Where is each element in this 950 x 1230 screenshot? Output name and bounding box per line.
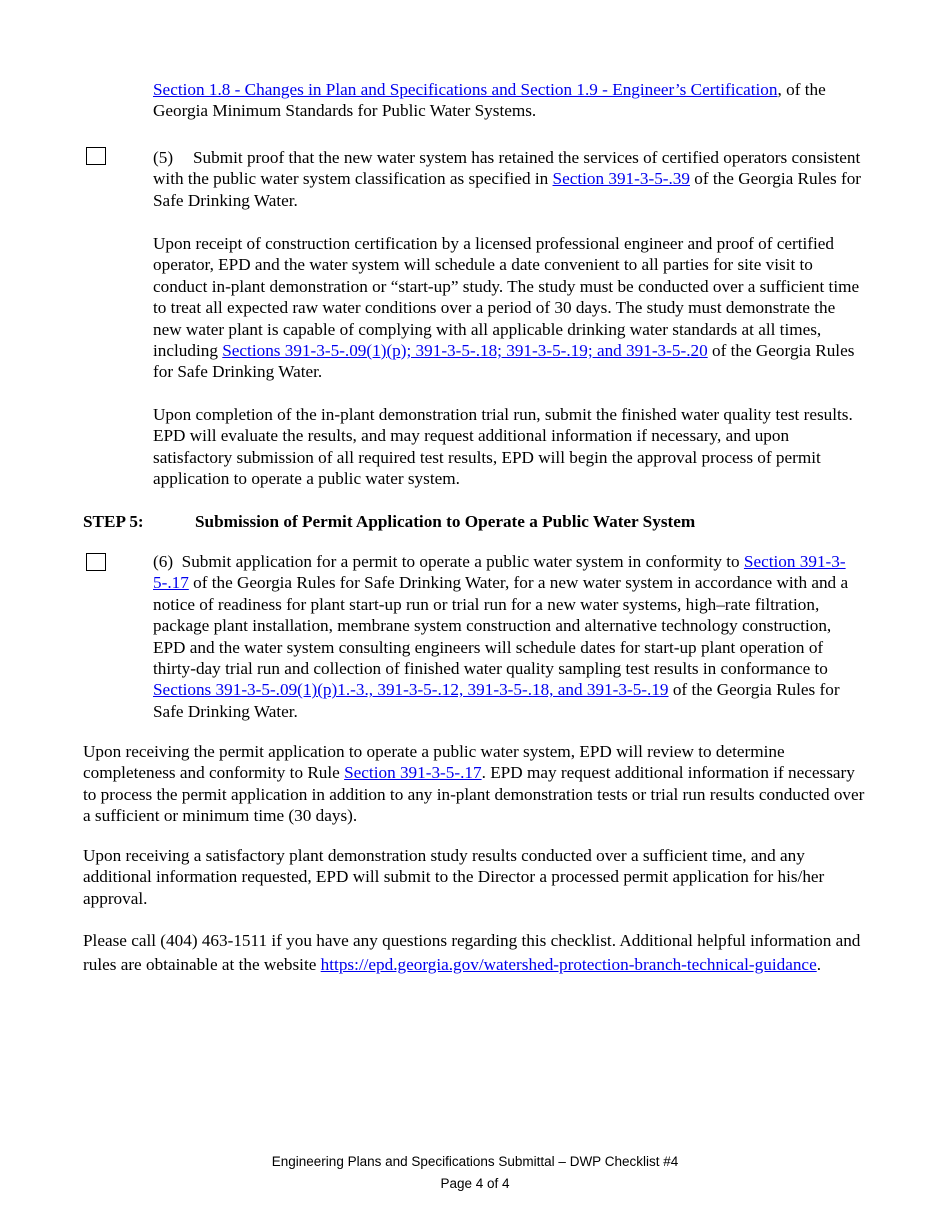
page-number: Page 4 of 4 xyxy=(440,1176,510,1191)
section-391-3-5-17-link[interactable]: Section 391-3-5-.17 xyxy=(153,552,846,593)
sections-391-3-5-09-12-18-19-link[interactable]: Sections 391-3-5-.09(1)(p)1.-3., 391-3-5-.12, 391-3-5-.18, and 391-3-5-.19 xyxy=(153,680,669,700)
satisfactory-paragraph: Upon receiving a satisfactory plant demonstration study results conducted over a sufficient time, and any additional information requested, EPD will submit to the Director a processed permit application for his/her approval. xyxy=(83,846,825,908)
step-5-title: Submission of Permit Application to Operate a Public Water System xyxy=(195,512,696,531)
item-5-text: (5) Submit proof that the new water system has retained the services of certified operators consistent with the public water system classification as specified in Section 391-3-5-.39 of the Georgia Rules for Safe Drinking Water. xyxy=(153,148,862,210)
completion-paragraph: Upon completion of the in-plant demonstration trial run, submit the finished water quality test results. EPD will evaluate the results, and may request additional information if necessary, and upon satisfactory submission of all required test results, EPD will begin the approval process of permit application to operate a public water system. xyxy=(153,405,853,489)
rule-section-391-3-5-17-link[interactable]: Section 391-3-5-.17 xyxy=(344,763,482,783)
sections-391-3-5-09-18-19-20-link[interactable]: Sections 391-3-5-.09(1)(p); 391-3-5-.18; 391-3-5-.19; and 391-3-5-.20 xyxy=(222,341,708,361)
receipt-paragraph: Upon receipt of construction certification by a licensed professional engineer and proof of certified operator, EPD and the water system will schedule a date convenient to all parties for site visit to conduct in-plant demonstration or “start-up” study. The study must be conducted over a sufficient time to treat all expected raw water conditions over a period of 30 days. The study must demonstrate the new water plant is capable of complying with all applicable drinking water standards at all times, including Sections 391-3-5-.09(1)(p); 391-3-5-.18; 391-3-5-.19; and 391-3-5-.20 of the Georgia Rules for Safe Drinking Water. xyxy=(153,234,860,382)
section-391-3-5-39-link[interactable]: Section 391-3-5-.39 xyxy=(552,169,690,189)
item-5-checkbox[interactable] xyxy=(86,147,106,165)
receiving-paragraph: Upon receiving the permit application to operate a public water system, EPD will review to determine completeness and conformity to Rule Section 391-3-5-.17. EPD may request additional information if necessary to process the permit application in addition to any in-plant demonstration tests or trial run results conducted over a sufficient or minimum time (30 days). xyxy=(83,742,865,826)
footer-title: Engineering Plans and Specifications Submittal – DWP Checklist #4 xyxy=(271,1154,679,1169)
section-1-8-1-9-link[interactable]: Section 1.8 - Changes in Plan and Specifications and Section 1.9 - Engineer’s Certification xyxy=(153,80,778,99)
step-5-label: STEP 5: xyxy=(83,512,144,531)
contact-paragraph: Please call (404) 463-1511 if you have any questions regarding this checklist. Additional helpful information and rules are obtainable at the website https://epd.georgia.gov/watershed-protection-branch-technical-guidance. xyxy=(83,931,861,974)
top-paragraph: Section 1.8 - Changes in Plan and Specifications and Section 1.9 - Engineer’s Certification, of the Georgia Minimum Standards for Public Water Systems. xyxy=(153,80,826,121)
item-6-text: (6) Submit application for a permit to operate a public water system in conformity to Section 391-3-5-.17 of the Georgia Rules for Safe Drinking Water, for a new water system in accordance with and a notice of readiness for plant start-up run or trial run for a new water systems, high–rate filtration, package plant installation, membrane system construction and alternative technology construction, EPD and the water system consulting engineers will schedule dates for start-up plant operation of thirty-day trial run and collection of finished water quality sampling test results in conformance to Sections 391-3-5-.09(1)(p)1.-3., 391-3-5-.12, 391-3-5-.18, and 391-3-5-.19 of the Georgia Rules for Safe Drinking Water. xyxy=(153,552,849,721)
epd-guidance-website-link[interactable]: https://epd.georgia.gov/watershed-protection-branch-technical-guidance xyxy=(320,955,817,974)
item-6-checkbox[interactable] xyxy=(86,553,106,571)
